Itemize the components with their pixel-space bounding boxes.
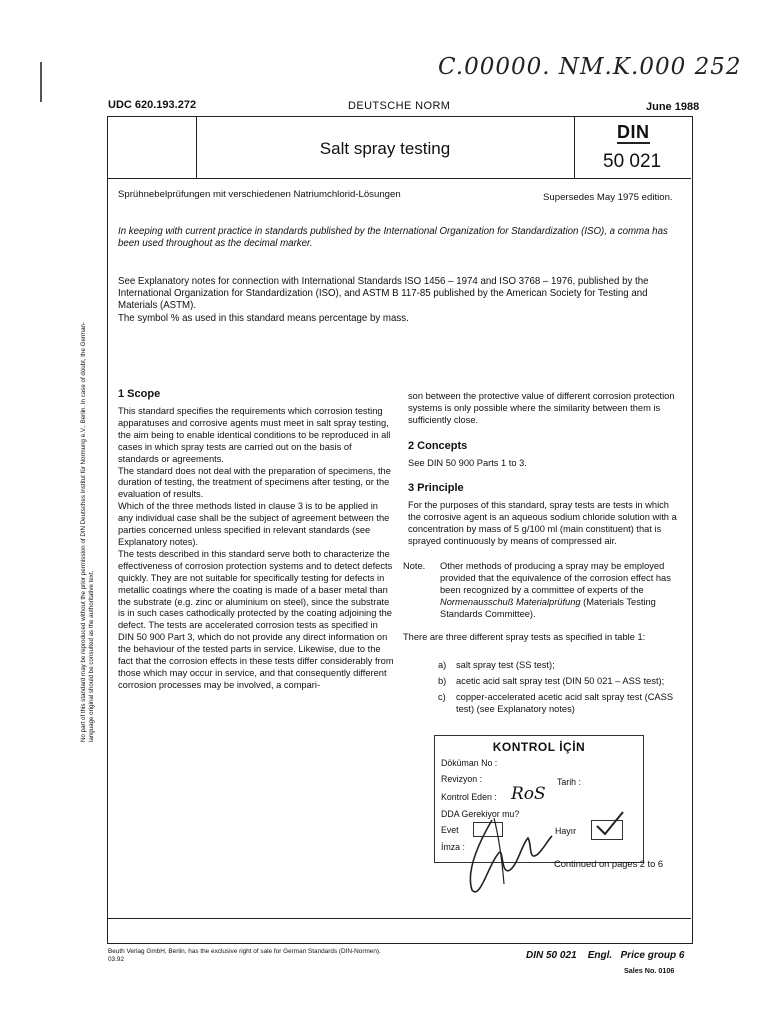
- test-item-label: c): [438, 691, 446, 702]
- kontrol-eden-signature: RoS: [511, 784, 546, 804]
- hayir-label: Hayır: [555, 826, 577, 836]
- din-logo: DIN: [617, 122, 650, 142]
- note-text: [440, 561, 680, 621]
- test-item: [438, 676, 684, 688]
- scope-paragraphs: [118, 406, 394, 692]
- footer-language: Engl.: [587, 950, 613, 961]
- udc-number: UDC 620.193.272: [108, 99, 197, 111]
- publication-code: 03.92: [108, 956, 124, 963]
- tests-intro: There are three different spray tests as specified in table 1:: [403, 632, 646, 642]
- sales-number: Sales No. 0106: [624, 966, 675, 975]
- document-title: Salt spray testing: [319, 139, 451, 158]
- principle-heading: 3 Principle: [408, 482, 464, 494]
- tests-list: [438, 660, 684, 716]
- continued-note: Continued on pages 2 to 6: [554, 859, 664, 869]
- title-block-divider: [108, 178, 691, 179]
- scope-continuation: son between the protective value of different corrosion protection systems is only possible where the similarity between them is sufficiently close.: [408, 391, 675, 425]
- imza-label: İmza :: [441, 842, 465, 852]
- publisher-text: Beuth Verlag GmbH, Berlin, has the exclusive right of sale for German Standards (DIN-Normen).: [108, 948, 381, 955]
- check-mark-icon: [593, 810, 627, 838]
- decimal-marker-note: In keeping with current practice in standards published by the International Organization for Standardization (ISO), a comma has been used throughout as the decimal marker.: [118, 226, 668, 250]
- scope-paragraph-1: This standard specifies the requirements which corrosion testing apparatuses and corrosive agents must meet in salt spray testing, the aim being to enable identical conditions to be reproduced in all cases in which spray tests are carried out on the basis of standards or agreements.: [118, 406, 391, 464]
- scope-heading: 1 Scope: [118, 388, 161, 400]
- imza-signature-icon: [458, 814, 558, 898]
- test-item: [438, 692, 684, 716]
- revizyon-label: Revizyon :: [441, 774, 483, 784]
- dokuman-no-label: Döküman No :: [441, 758, 498, 768]
- test-item: [438, 660, 684, 672]
- german-title: Sprühnebelprüfungen mit verschiedenen Natriumchlorid-Lösungen: [118, 189, 401, 200]
- issue-date: June 1988: [646, 101, 700, 113]
- tarih-label: Tarih :: [557, 777, 581, 787]
- footer-price-group: Price group 6: [620, 950, 685, 961]
- scope-paragraph-3: Which of the three methods listed in clause 3 is to be applied in any individual case shall be the subject of agreement between the parties concerned unless specified in relevant standards (see Explanatory notes).: [118, 501, 390, 547]
- copyright-side-note: No part of this standard may be reproduced without the prior permission of DIN Deutsches Institut für Normung e.V., Berlin. In case of doubt, the German-language original should be consulted as the authoritative text.: [80, 321, 95, 742]
- kontrol-eden-label: Kontrol Eden :: [441, 792, 497, 802]
- note-text-b: (Materials Testing Standards Committee).: [440, 596, 656, 619]
- dda-question: DDA Gerekiyor mu?: [441, 809, 520, 819]
- concepts-heading: 2 Concepts: [408, 440, 468, 452]
- margin-mark: [40, 62, 42, 102]
- note-committee-name: Normenausschuß Materialprüfung: [440, 596, 581, 607]
- footer-din-number: DIN 50 021: [526, 950, 577, 961]
- scope-paragraph-4: The tests described in this standard serve both to characterize the effectiveness of corrosion protection systems and to detect defects quickly. They are not suitable for specifically testing for defects in metallic coatings where the coating is made of a baser metal than the substrate (e.g. zinc or aluminium on steel), since the substrate is in such cases cathodically protected by the coating adjoining the defect. The tests are accelerated corrosion tests as specified in DIN 50 900 Part 3, which do not provide any direct information on the behaviour of the tested parts in service. Likewise, due to the fact that the corrosion effects in these tests differ considerably from those which may occur in service, and that consequently different corrosion processes may be involved, a compari-: [118, 548, 394, 690]
- test-item-text: acetic acid salt spray test (DIN 50 021 – ASS test);: [456, 675, 665, 686]
- note-label: Note.: [403, 561, 426, 571]
- test-item-text: salt spray test (SS test);: [456, 660, 555, 670]
- din-number: 50 021: [603, 151, 662, 172]
- footer-din-reference: [526, 950, 684, 961]
- deutsche-norm-label: DEUTSCHE NORM: [348, 100, 451, 112]
- title-block-right-divider: [574, 117, 575, 178]
- supersedes-note: Supersedes May 1975 edition.: [543, 192, 673, 203]
- stamp-title: KONTROL İÇİN: [492, 740, 586, 754]
- concepts-text: See DIN 50 900 Parts 1 to 3.: [408, 458, 527, 468]
- scope-paragraph-2: The standard does not deal with the preparation of specimens, the duration of testing, the treatment of specimens after testing, or the evaluation of results.: [118, 465, 391, 500]
- evet-label: Evet: [441, 825, 459, 835]
- test-item-label: b): [438, 675, 447, 686]
- note-text-a: Other methods of producing a spray may be employed provided that the equivalence of the corrosion effect has been recognized by a committee of experts of the: [440, 561, 671, 595]
- handwritten-reference: C.00000. NM.K.000 252: [438, 54, 742, 80]
- principle-text: For the purposes of this standard, spray tests are tests in which the corrosive agent is an aqueous sodium chloride solution with a concentration by mass of 5 g/100 ml (main constituent) that is sprayed continuously by means of compressed air.: [408, 500, 677, 546]
- test-item-text: copper-accelerated acetic acid salt spray test (CASS test) (see Explanatory notes): [456, 691, 674, 714]
- percentage-symbol-note: The symbol % as used in this standard means percentage by mass.: [118, 313, 409, 324]
- test-item-label: a): [438, 660, 447, 670]
- publisher-note: [108, 948, 381, 964]
- explanatory-reference: See Explanatory notes for connection with International Standards ISO 1456 – 1974 and ISO 3768 – 1976, published by the International Organization for Standardization (ISO), and ASTM B 117-85 published by the American Society for Testing and Materials (ASTM).: [118, 276, 649, 312]
- bottom-divider: [108, 918, 691, 919]
